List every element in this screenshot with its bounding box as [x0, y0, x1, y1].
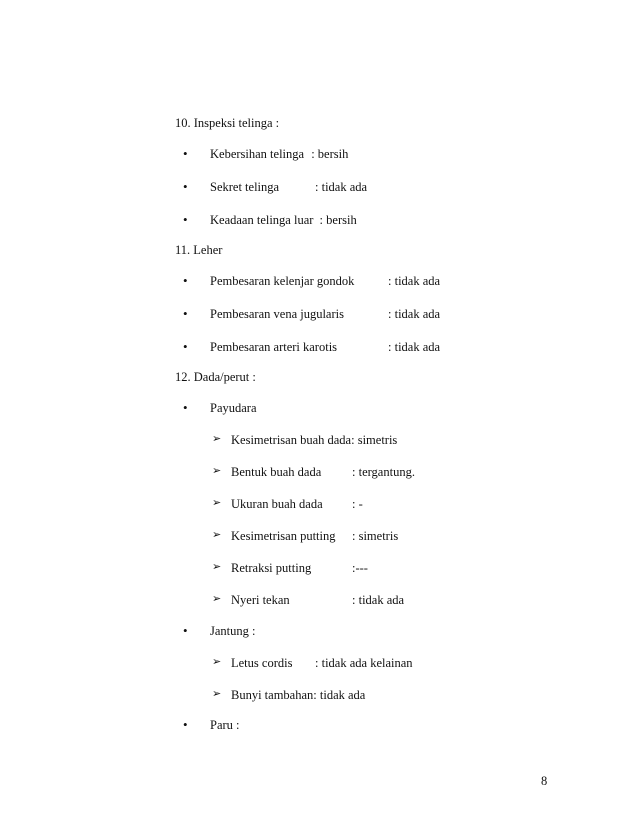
item-value: : bersih [319, 213, 357, 227]
list-item-paru: Paru : [210, 718, 240, 732]
list-item-sekret-telinga [210, 179, 279, 195]
list-item-vena-jugularis: Pembesaran vena jugularis [210, 307, 344, 321]
section-heading-inspeksi-telinga: 10. Inspeksi telinga : [175, 116, 280, 130]
bullet-icon: • [183, 717, 188, 732]
bullet-icon: • [183, 306, 188, 321]
bullet-icon: • [183, 623, 188, 638]
arrow-bullet-icon: ➢ [212, 433, 222, 445]
sub-item-ukuran-buah-dada: Ukuran buah dada [231, 497, 323, 511]
section-heading-leher: 11. Leher [175, 243, 223, 257]
list-item-jantung: Jantung : [210, 624, 256, 638]
item-label: Keadaan telinga luar [210, 213, 314, 227]
bullet-icon: • [183, 400, 188, 415]
page-number: 8 [541, 774, 548, 788]
list-item-kebersihan-telinga [210, 146, 348, 162]
sub-item-kesimetrisan-putting: Kesimetrisan putting [231, 529, 336, 543]
item-value: : tidak ada [352, 593, 405, 607]
list-item-kelenjar-gondok: Pembesaran kelenjar gondok [210, 274, 355, 288]
arrow-bullet-icon: ➢ [212, 561, 222, 573]
bullet-icon: • [183, 273, 188, 288]
arrow-bullet-icon: ➢ [212, 593, 222, 605]
item-value: : tidak ada [388, 340, 441, 354]
sub-item-nyeri-tekan: Nyeri tekan [231, 593, 290, 607]
sub-item-bunyi-tambahan [231, 687, 365, 703]
item-label: Sekret telinga [210, 180, 280, 194]
item-value: : bersih [311, 147, 349, 161]
arrow-bullet-icon: ➢ [212, 529, 222, 541]
item-value: : tidak ada [388, 274, 441, 288]
item-value: : tergantung. [352, 465, 415, 479]
item-value: : tidak ada [313, 688, 366, 702]
list-item-keadaan-telinga-luar [210, 212, 357, 228]
item-value: : tidak ada [388, 307, 441, 321]
item-value: : - [352, 497, 363, 511]
sub-item-bentuk-buah-dada: Bentuk buah dada [231, 465, 322, 479]
sub-item-retraksi-putting: Retraksi putting [231, 561, 312, 575]
bullet-icon: • [183, 146, 188, 161]
bullet-icon: • [183, 179, 188, 194]
list-item-arteri-karotis: Pembesaran arteri karotis [210, 340, 338, 354]
sub-item-letus-cordis: Letus cordis [231, 656, 293, 670]
section-heading-dada-perut: 12. Dada/perut : [175, 370, 256, 384]
bullet-icon: • [183, 212, 188, 227]
item-value: :--- [352, 561, 368, 575]
item-label: Kebersihan telinga [210, 147, 305, 161]
item-value: : tidak ada kelainan [315, 656, 413, 670]
bullet-icon: • [183, 339, 188, 354]
sub-item-kesimetrisan-buah-dada [231, 432, 397, 448]
item-value: : tidak ada [315, 180, 368, 194]
arrow-bullet-icon: ➢ [212, 688, 222, 700]
item-value: : simetris [352, 529, 399, 543]
item-label: Bunyi tambahan [231, 688, 314, 702]
arrow-bullet-icon: ➢ [212, 656, 222, 668]
list-item-payudara: Payudara [210, 401, 257, 415]
arrow-bullet-icon: ➢ [212, 497, 222, 509]
item-label: Kesimetrisan buah dada [231, 433, 352, 447]
arrow-bullet-icon: ➢ [212, 465, 222, 477]
item-value: : simetris [351, 433, 398, 447]
